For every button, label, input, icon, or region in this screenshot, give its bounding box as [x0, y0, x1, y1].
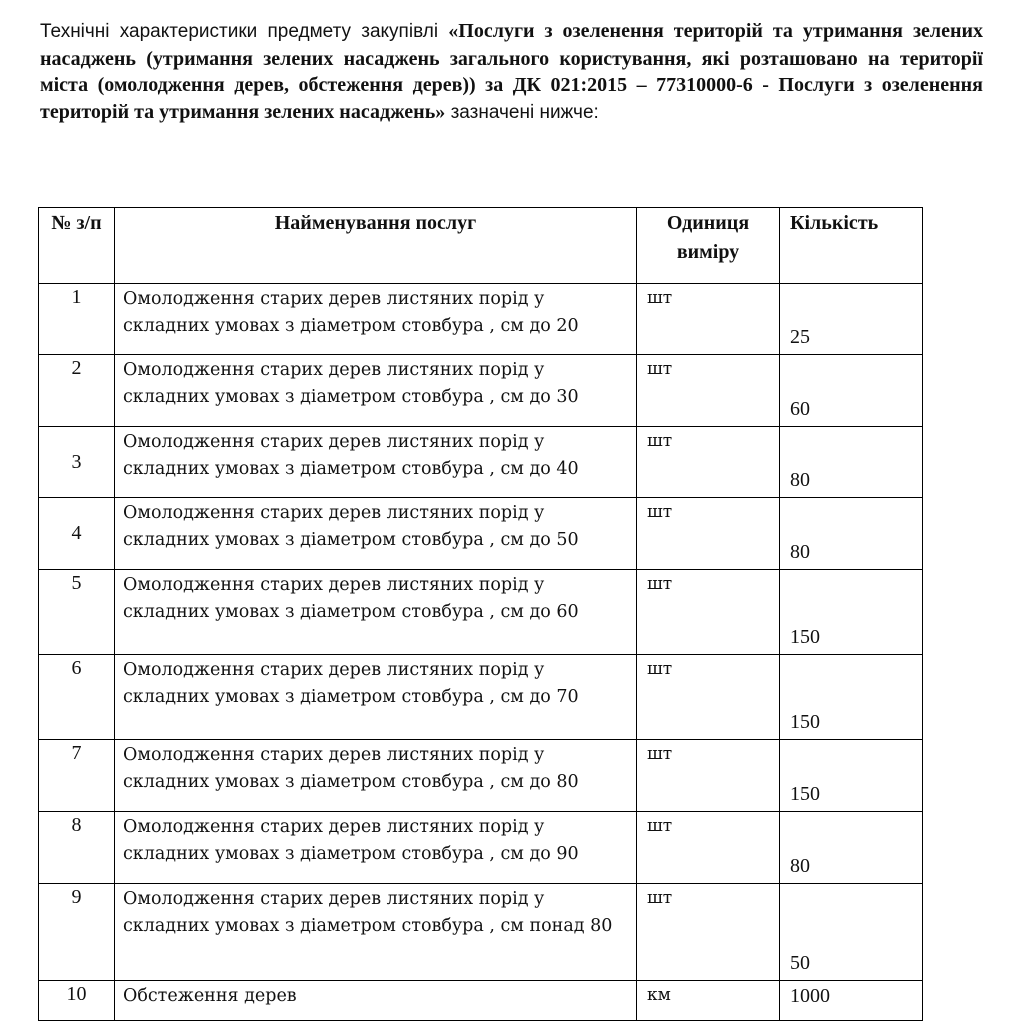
row-unit: шт: [637, 740, 780, 812]
header-unit: Одиниця виміру: [637, 208, 780, 284]
table-row: [39, 740, 923, 812]
row-unit: км: [637, 981, 780, 1021]
row-num: 9: [39, 884, 115, 981]
row-name: Омолодження старих дерев листяних порід у складних умовах з діаметром стовбура , см понад 80: [115, 884, 637, 981]
row-name: Обстеження дерев: [115, 981, 637, 1021]
header-name: Найменування послуг: [115, 208, 637, 284]
header-qty: Кількість: [780, 208, 923, 284]
row-num: 5: [39, 570, 115, 655]
row-unit: шт: [637, 498, 780, 570]
row-name: Омолодження старих дерев листяних порід у складних умовах з діаметром стовбура , см до 50: [115, 498, 637, 570]
table-row: [39, 655, 923, 740]
row-qty: 1000: [780, 981, 923, 1021]
table-row: [39, 884, 923, 981]
row-qty: 50: [780, 884, 923, 981]
intro-paragraph: [40, 18, 983, 126]
table-row: [39, 812, 923, 884]
intro-suffix: зазначені нижче:: [445, 101, 599, 123]
row-num: 10: [39, 981, 115, 1021]
row-qty: 80: [780, 427, 923, 498]
table-row: [39, 355, 923, 427]
row-num: 6: [39, 655, 115, 740]
intro-procurement-title: «Послуги з озеленення територій та утримання зелених насаджень (утримання зелених насаджень загального користування, які розташовано на території міста (омолодження дерев, обстеження дерев)) за ДК 021:2015 – 77310000-6 - Послуги з озеленення територій та утримання зелених насаджень»: [40, 20, 984, 123]
row-qty: 80: [780, 498, 923, 570]
header-num: № з/п: [39, 208, 115, 284]
row-unit: шт: [637, 355, 780, 427]
row-name: Омолодження старих дерев листяних порід у складних умовах з діаметром стовбура , см до 60: [115, 570, 637, 655]
row-name: Омолодження старих дерев листяних порід у складних умовах з діаметром стовбура , см до 70: [115, 655, 637, 740]
row-unit: шт: [637, 655, 780, 740]
row-unit: шт: [637, 884, 780, 981]
row-unit: шт: [637, 284, 780, 355]
table-row: [39, 427, 923, 498]
row-qty: 25: [780, 284, 923, 355]
row-qty: 150: [780, 570, 923, 655]
row-num: 8: [39, 812, 115, 884]
row-name: Омолодження старих дерев листяних порід у складних умовах з діаметром стовбура , см до 40: [115, 427, 637, 498]
table-row: [39, 284, 923, 355]
services-table: [38, 207, 923, 1021]
row-num: 2: [39, 355, 115, 427]
table-row: [39, 570, 923, 655]
row-name: Омолодження старих дерев листяних порід у складних умовах з діаметром стовбура , см до 90: [115, 812, 637, 884]
row-unit: шт: [637, 570, 780, 655]
row-num: 7: [39, 740, 115, 812]
row-unit: шт: [637, 427, 780, 498]
table-row: [39, 498, 923, 570]
row-name: Омолодження старих дерев листяних порід у складних умовах з діаметром стовбура , см до 80: [115, 740, 637, 812]
row-qty: 150: [780, 655, 923, 740]
row-qty: 150: [780, 740, 923, 812]
row-qty: 80: [780, 812, 923, 884]
intro-prefix: Технічні характеристики предмету закупівлі: [40, 21, 449, 42]
row-name: Омолодження старих дерев листяних порід у складних умовах з діаметром стовбура , см до 20: [115, 284, 637, 355]
row-num: 1: [39, 284, 115, 355]
row-num: 4: [39, 498, 115, 570]
table-header-row: [39, 208, 923, 284]
row-name: Омолодження старих дерев листяних порід у складних умовах з діаметром стовбура , см до 30: [115, 355, 637, 427]
row-qty: 60: [780, 355, 923, 427]
table-row: [39, 981, 923, 1021]
row-num: 3: [39, 427, 115, 498]
row-unit: шт: [637, 812, 780, 884]
